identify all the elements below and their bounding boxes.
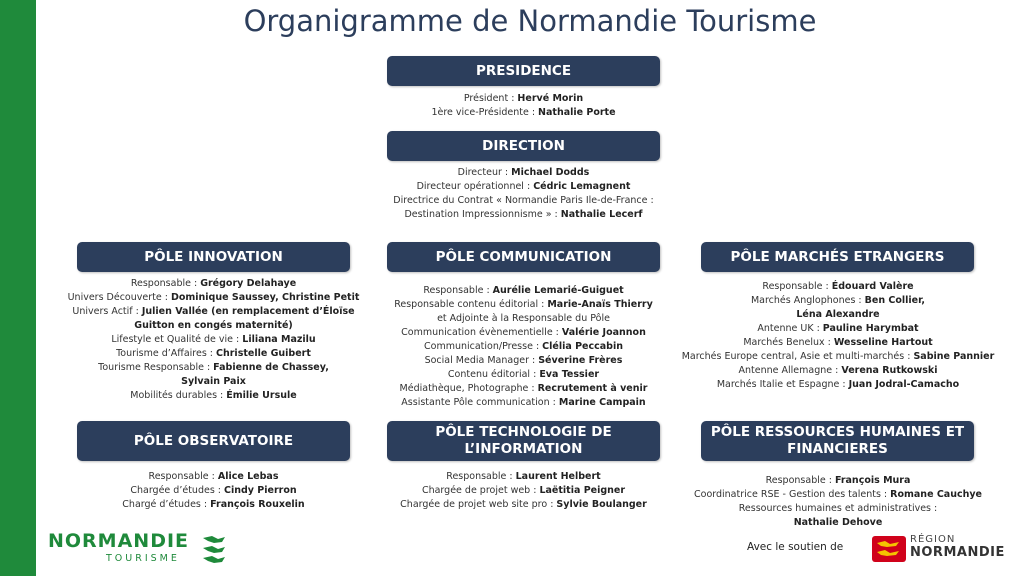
role-label: Assistante Pôle communication : bbox=[401, 397, 559, 408]
technologie-header-line-1: PÔLE TECHNOLOGIE DE bbox=[435, 424, 612, 440]
person-name: Ben Collier, bbox=[864, 295, 926, 306]
person-name: Hervé Morin bbox=[517, 93, 584, 104]
rh-line bbox=[690, 516, 986, 530]
region-name: NORMANDIE bbox=[910, 545, 1005, 560]
person-name: Grégory Delahaye bbox=[200, 278, 297, 289]
role-label: Directeur : bbox=[457, 167, 512, 178]
person-name: Laurent Helbert bbox=[515, 471, 601, 482]
marches-line bbox=[680, 322, 996, 336]
person-name: Valérie Joannon bbox=[561, 327, 646, 338]
innovation-line bbox=[50, 291, 377, 305]
communication-line bbox=[360, 382, 687, 396]
role-label: Ressources humaines et administratives : bbox=[738, 503, 938, 514]
role-label: Directrice du Contrat « Normandie Paris Ile-de-France : bbox=[393, 195, 654, 206]
role-label: Responsable : bbox=[130, 278, 201, 289]
role-label: Univers Découverte : bbox=[67, 292, 171, 303]
person-name: Cindy Pierron bbox=[224, 485, 297, 496]
presidence-header bbox=[387, 56, 660, 86]
innovation-body bbox=[50, 277, 377, 403]
presidence-line bbox=[360, 92, 687, 106]
communication-line bbox=[360, 284, 687, 298]
marches-line bbox=[680, 294, 996, 308]
person-name: Cédric Lemagnent bbox=[533, 181, 631, 192]
observatoire-header-label: PÔLE OBSERVATOIRE bbox=[133, 432, 294, 449]
page-title: Organigramme de Normandie Tourisme bbox=[243, 4, 817, 38]
region-lions-icon bbox=[872, 536, 906, 562]
person-name: Michael Dodds bbox=[511, 167, 590, 178]
role-label: Responsable : bbox=[762, 281, 832, 292]
role-label: Marchés Anglophones : bbox=[750, 295, 865, 306]
rh-line bbox=[690, 474, 986, 488]
role-label: Directeur opérationnel : bbox=[416, 181, 534, 192]
person-name: Sylvain Paix bbox=[181, 376, 246, 387]
person-name: Guitton en congés maternité) bbox=[134, 320, 293, 331]
technologie-line bbox=[360, 484, 687, 498]
person-name: Eva Tessier bbox=[539, 369, 600, 380]
role-label: Antenne UK : bbox=[757, 323, 823, 334]
rh-line bbox=[690, 502, 986, 516]
technologie-body bbox=[360, 470, 687, 512]
role-label: Chargée de projet web site pro : bbox=[400, 499, 557, 510]
role-label: et Adjointe à la Responsable du Pôle bbox=[437, 313, 610, 324]
communication-line bbox=[360, 368, 687, 382]
person-name: Romane Cauchye bbox=[890, 489, 982, 500]
presidence-body bbox=[360, 92, 687, 120]
role-label: Destination Impressionnisme » : bbox=[404, 209, 561, 220]
normandie-tourisme-logo bbox=[48, 530, 248, 570]
marches-line bbox=[680, 350, 996, 364]
logo-wordmark: NORMANDIE bbox=[48, 530, 190, 552]
rh-line bbox=[690, 488, 986, 502]
role-label: Univers Actif : bbox=[72, 306, 142, 317]
person-name: Julien Vallée (en remplacement d’Éloïse bbox=[141, 306, 355, 317]
technologie-line bbox=[360, 470, 687, 484]
communication-header bbox=[387, 242, 660, 272]
observatoire-line bbox=[50, 498, 377, 512]
innovation-line bbox=[50, 361, 377, 375]
logo-subtitle: TOURISME bbox=[106, 553, 180, 564]
innovation-line bbox=[50, 305, 377, 319]
observatoire-line bbox=[50, 484, 377, 498]
marches-header-label: PÔLE MARCHÉS ETRANGERS bbox=[730, 248, 945, 265]
direction-line bbox=[360, 194, 687, 208]
marches-line bbox=[680, 364, 996, 378]
person-name: François Rouxelin bbox=[210, 499, 305, 510]
person-name: Nathalie Lecerf bbox=[560, 209, 643, 220]
innovation-line bbox=[50, 277, 377, 291]
person-name: Nathalie Dehove bbox=[793, 517, 883, 528]
marches-header bbox=[701, 242, 974, 272]
presidence-header-label: PRESIDENCE bbox=[475, 62, 572, 79]
person-name: Marine Campain bbox=[558, 397, 646, 408]
region-normandie-logo bbox=[872, 534, 1012, 564]
role-label: Marchés Benelux : bbox=[743, 337, 834, 348]
direction-line bbox=[360, 180, 687, 194]
rh-header bbox=[701, 421, 974, 461]
innovation-line bbox=[50, 389, 377, 403]
role-label: Responsable contenu éditorial : bbox=[394, 299, 548, 310]
region-label: RÉGION bbox=[910, 534, 956, 545]
technologie-line bbox=[360, 498, 687, 512]
person-name: Liliana Mazilu bbox=[242, 334, 316, 345]
direction-line bbox=[360, 208, 687, 222]
innovation-line bbox=[50, 375, 377, 389]
left-green-bar bbox=[0, 0, 36, 576]
role-label: Chargé d’études : bbox=[122, 499, 211, 510]
person-name: Wesseline Hartout bbox=[833, 337, 933, 348]
person-name: François Mura bbox=[834, 475, 911, 486]
role-label: Responsable : bbox=[765, 475, 835, 486]
rh-header-line-1: PÔLE RESSOURCES HUMAINES ET bbox=[710, 424, 965, 440]
marches-line bbox=[680, 336, 996, 350]
observatoire-line bbox=[50, 470, 377, 484]
role-label: Médiathèque, Photographe : bbox=[399, 383, 538, 394]
support-text: Avec le soutien de bbox=[747, 541, 844, 553]
role-label: Contenu éditorial : bbox=[447, 369, 540, 380]
role-label: Communication évènementielle : bbox=[401, 327, 562, 338]
person-name: Marie-Anaïs Thierry bbox=[547, 299, 653, 310]
observatoire-header bbox=[77, 421, 350, 461]
role-label: Responsable : bbox=[423, 285, 493, 296]
communication-line bbox=[360, 326, 687, 340]
rh-header-line-2: FINANCIERES bbox=[787, 441, 888, 457]
person-name: Dominique Saussey, Christine Petit bbox=[170, 292, 360, 303]
innovation-line bbox=[50, 347, 377, 361]
person-name: Fabienne de Chassey, bbox=[213, 362, 329, 373]
communication-line bbox=[360, 354, 687, 368]
direction-header bbox=[387, 131, 660, 161]
role-label: Social Media Manager : bbox=[424, 355, 539, 366]
role-label: Marchés Italie et Espagne : bbox=[716, 379, 849, 390]
role-label: Chargée de projet web : bbox=[421, 485, 540, 496]
person-name: Laëtitia Peigner bbox=[539, 485, 626, 496]
role-label: Coordinatrice RSE - Gestion des talents : bbox=[694, 489, 891, 500]
person-name: Aurélie Lemarié-Guiguet bbox=[492, 285, 624, 296]
innovation-line bbox=[50, 333, 377, 347]
person-name: Pauline Harymbat bbox=[822, 323, 919, 334]
direction-header-label: DIRECTION bbox=[482, 137, 565, 154]
role-label: Président : bbox=[463, 93, 518, 104]
person-name: Sabine Pannier bbox=[913, 351, 995, 362]
role-label: Responsable : bbox=[148, 471, 218, 482]
role-label: Communication/Presse : bbox=[424, 341, 543, 352]
person-name: Nathalie Porte bbox=[538, 107, 616, 118]
innovation-header bbox=[77, 242, 350, 272]
person-name: Émilie Ursule bbox=[226, 390, 297, 401]
role-label: Tourisme d’Affaires : bbox=[116, 348, 217, 359]
role-label: 1ère vice-Présidente : bbox=[431, 107, 539, 118]
role-label: Lifestyle et Qualité de vie : bbox=[111, 334, 243, 345]
role-label: Chargée d’études : bbox=[130, 485, 225, 496]
direction-line bbox=[360, 166, 687, 180]
marches-body bbox=[680, 280, 996, 392]
lions-icon bbox=[200, 532, 230, 566]
innovation-header-label: PÔLE INNOVATION bbox=[144, 248, 283, 265]
person-name: Séverine Frères bbox=[538, 355, 623, 366]
person-name: Léna Alexandre bbox=[796, 309, 880, 320]
direction-body bbox=[360, 166, 687, 222]
person-name: Recrutement à venir bbox=[537, 383, 648, 394]
role-label: Marchés Europe central, Asie et multi-marchés : bbox=[681, 351, 914, 362]
person-name: Édouard Valère bbox=[831, 281, 914, 292]
person-name: Christelle Guibert bbox=[216, 348, 311, 359]
technologie-header bbox=[387, 421, 660, 461]
person-name: Sylvie Boulanger bbox=[556, 499, 647, 510]
communication-body bbox=[360, 284, 687, 410]
communication-line bbox=[360, 312, 687, 326]
observatoire-body bbox=[50, 470, 377, 512]
marches-line bbox=[680, 378, 996, 392]
role-label: Tourisme Responsable : bbox=[98, 362, 214, 373]
rh-body bbox=[690, 474, 986, 530]
technologie-header-line-2: L’INFORMATION bbox=[464, 441, 583, 457]
communication-header-label: PÔLE COMMUNICATION bbox=[435, 248, 612, 265]
innovation-line bbox=[50, 319, 377, 333]
person-name: Clélia Peccabin bbox=[542, 341, 623, 352]
person-name: Juan Jodral-Camacho bbox=[848, 379, 960, 390]
person-name: Verena Rutkowski bbox=[841, 365, 938, 376]
presidence-line bbox=[360, 106, 687, 120]
role-label: Mobilités durables : bbox=[130, 390, 227, 401]
person-name: Alice Lebas bbox=[217, 471, 279, 482]
communication-line bbox=[360, 298, 687, 312]
communication-line bbox=[360, 340, 687, 354]
marches-line bbox=[680, 280, 996, 294]
marches-line bbox=[680, 308, 996, 322]
role-label: Antenne Allemagne : bbox=[738, 365, 842, 376]
role-label: Responsable : bbox=[446, 471, 516, 482]
communication-line bbox=[360, 396, 687, 410]
